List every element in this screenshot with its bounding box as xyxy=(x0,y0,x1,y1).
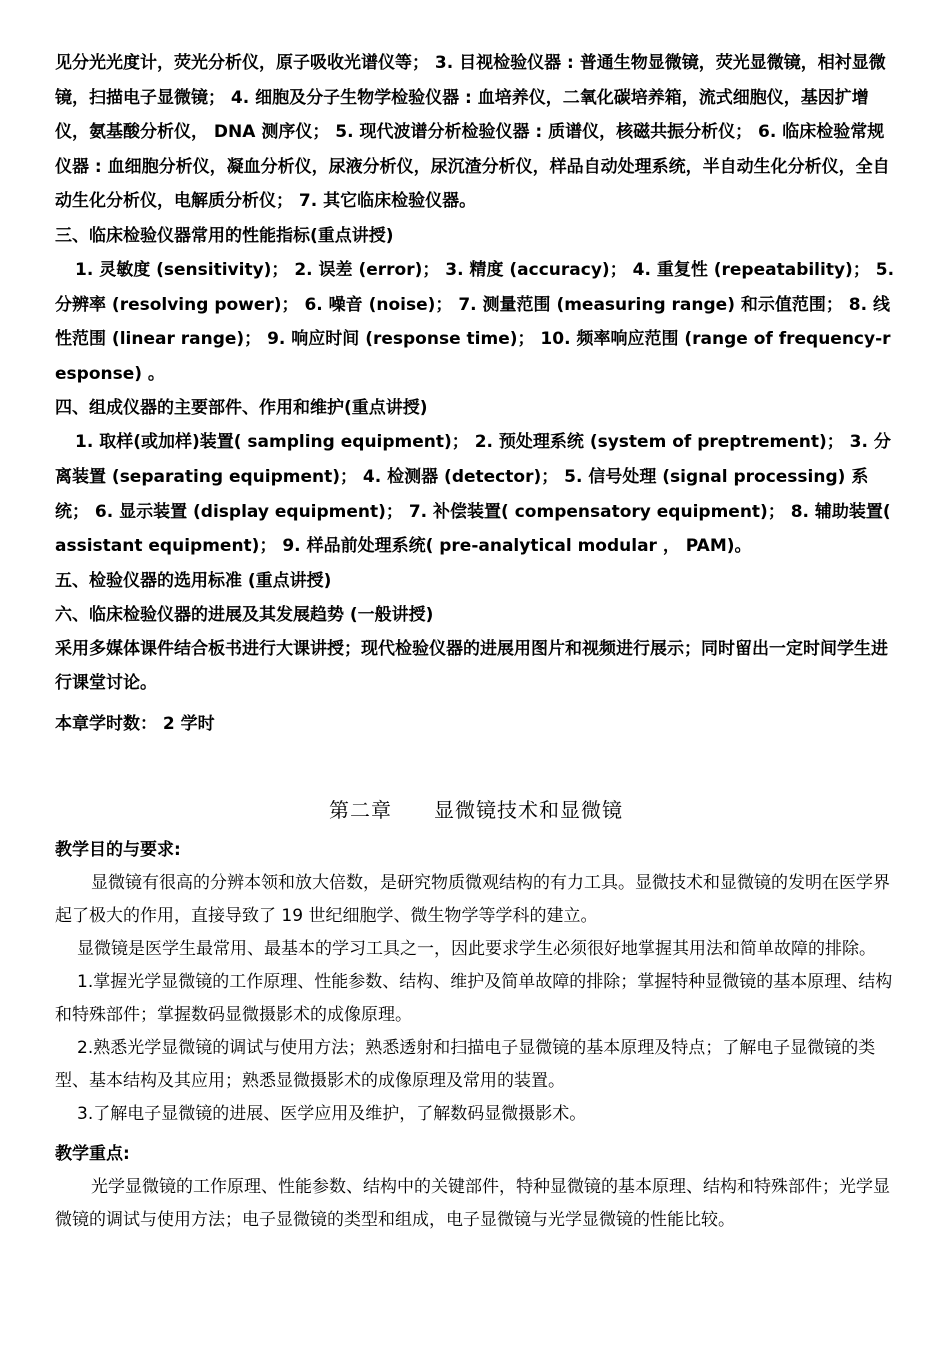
components-paragraph: 1. 取样(或加样)装置( sampling equipment)； 2. 预处理系统 (system of preptrement)； 3. 分离装置 (separating equipment)； 4. 检测器 (detector)； 5. 信号处理 (signal processing) 系统； 6. 显示装置 (display equipment)； 7. 补偿装置( compensatory equipment)； 8. 辅助装置( assistant equipment)； 9. 样品前处理系统( pre-analytical modular ， PAM)。 xyxy=(55,432,897,557)
section-6-heading: 六、临床检验仪器的进展及其发展趋势 (一般讲授) xyxy=(55,604,434,625)
goals-paragraph-2: 显微镜是医学生最常用、最基本的学习工具之一，因此要求学生必须很好地掌握其用法和简单故障的排除。 xyxy=(77,938,876,959)
key-points-heading: 教学重点: xyxy=(55,1143,130,1164)
chapter-2-title: 第二章 显微镜技术和显微镜 xyxy=(329,797,623,822)
section-4-heading: 四、组成仪器的主要部件、作用和维护(重点讲授) xyxy=(55,398,428,419)
teaching-method-paragraph: 采用多媒体课件结合板书进行大课讲授；现代检验仪器的进展用图片和视频进行展示；同时留出一定时间学生进行课堂讨论。 xyxy=(55,638,888,694)
performance-indicators-paragraph: 1. 灵敏度 (sensitivity)； 2. 误差 (error)； 3. 精度 (accuracy)； 4. 重复性 (repeatability)； 5. 分辨率 (resolving power)； 6. 噪音 (noise)； 7. 测量范围 (measuring range) 和示值范围； 8. 线性范围 (linear range)； 9. 响应时间 (response time)； 10. 频率响应范围 (range of frequency-response) 。 xyxy=(55,259,900,384)
goals-paragraph-1: 显微镜有很高的分辨本领和放大倍数，是研究物质微观结构的有力工具。显微技术和显微镜的发明在医学界起了极大的作用，直接导致了 19 世纪细胞学、微生物学等学科的建立。 xyxy=(55,872,890,926)
instrument-classes-paragraph: 见分光光度计，荧光分析仪，原子吸收光谱仪等； 3. 目视检验仪器 : 普通生物显微镜，荧光显微镜，相衬显微镜，扫描电子显微镜； 4. 细胞及分子生物学检验仪器 : 血培养仪，二氧化碳培养箱，流式细胞仪，基因扩增仪，氨基酸分析仪， DNA 测序仪； 5. 现代波谱分析检验仪器 : 质谱仪，核磁共振分析仪； 6. 临床检验常规仪器 : 血细胞分析仪，凝血分析仪，尿液分析仪，尿沉渣分析仪，样品自动处理系统，半自动生化分析仪，全自动生化分析仪，电解质分析仪； 7. 其它临床检验仪器。 xyxy=(55,53,890,212)
section-3-heading: 三、临床检验仪器常用的性能指标(重点讲授) xyxy=(55,225,394,246)
goal-item-2: 2.熟悉光学显微镜的调试与使用方法；熟悉透射和扫描电子显微镜的基本原理及特点；了解电子显微镜的类型、基本结构及其应用；熟悉显微摄影术的成像原理及常用的装置。 xyxy=(55,1037,876,1091)
key-points-paragraph: 光学显微镜的工作原理、性能参数、结构中的关键部件，特种显微镜的基本原理、结构和特殊部件；光学显微镜的调试与使用方法；电子显微镜的类型和组成，电子显微镜与光学显微镜的性能比较。 xyxy=(55,1176,890,1230)
goal-item-3: 3.了解电子显微镜的进展、医学应用及维护，了解数码显微摄影术。 xyxy=(77,1103,587,1124)
goals-heading: 教学目的与要求: xyxy=(55,839,181,860)
section-5-heading: 五、检验仪器的选用标准 (重点讲授) xyxy=(55,570,332,591)
chapter-hours: 本章学时数： 2 学时 xyxy=(55,713,215,734)
goal-item-1: 1.掌握光学显微镜的工作原理、性能参数、结构、维护及简单故障的排除；掌握特种显微镜的基本原理、结构和特殊部件；掌握数码显微摄影术的成像原理。 xyxy=(55,971,893,1025)
document-page xyxy=(55,46,900,1237)
